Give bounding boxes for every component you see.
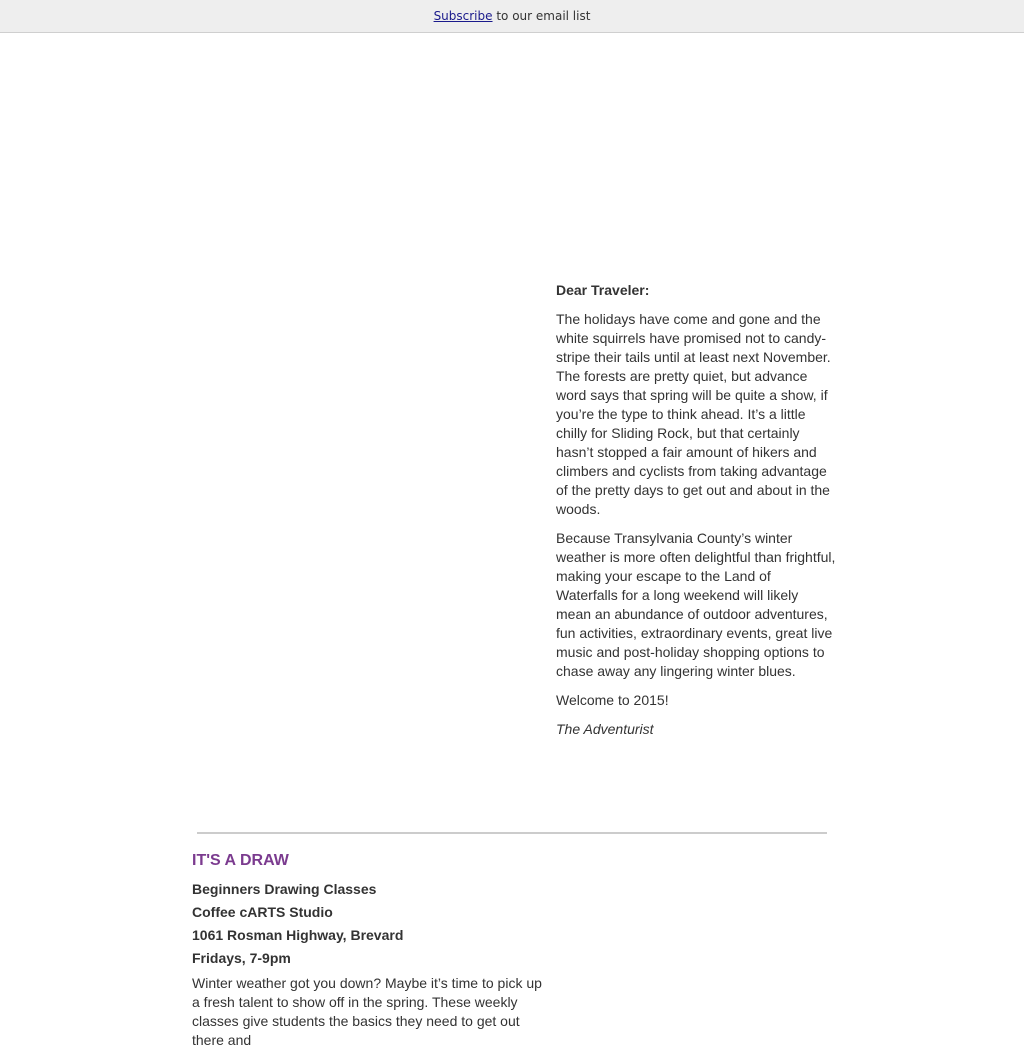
subscribe-link[interactable]: Subscribe	[433, 9, 493, 23]
event-description: Winter weather got you down? Maybe it’s time to pick up a fresh talent to show off in the spring. These weekly classes give students the basics they need to get out there and	[192, 975, 542, 1048]
email-subscribe-bar	[0, 0, 1024, 33]
subscribe-suffix-text: to our email list	[492, 9, 591, 23]
event-schedule: Fridays, 7-9pm	[192, 950, 291, 966]
event-heading: IT'S A DRAW	[192, 852, 289, 869]
welcome-letter	[556, 281, 836, 749]
letter-paragraph: Welcome to 2015!	[556, 692, 669, 708]
section-divider	[197, 832, 827, 834]
letter-paragraph: Because Transylvania County’s winter weather is more often delightful than frightful, making your escape to the Land of Waterfalls for a long weekend will likely mean an abundance of outdoor adventures, fun activities, extraordinary events, great live music and post-holiday shopping options to chase away any lingering winter blues.	[556, 530, 836, 679]
letter-greeting: Dear Traveler:	[556, 282, 650, 298]
event-address: 1061 Rosman Highway, Brevard	[192, 927, 404, 943]
event-title: Beginners Drawing Classes	[192, 881, 377, 897]
letter-paragraph: The holidays have come and gone and the white squirrels have promised not to candy-stripe their tails until at least next November. The forests are pretty quiet, but advance word says that spring will be quite a show, if you’re the type to think ahead. It’s a little chilly for Sliding Rock, but that certainly hasn’t stopped a fair amount of hikers and climbers and cyclists from taking advantage of the pretty days to get out and about in the woods.	[556, 311, 831, 517]
event-venue: Coffee cARTS Studio	[192, 904, 333, 920]
letter-signature: The Adventurist	[556, 721, 654, 737]
event-section	[192, 850, 542, 1050]
